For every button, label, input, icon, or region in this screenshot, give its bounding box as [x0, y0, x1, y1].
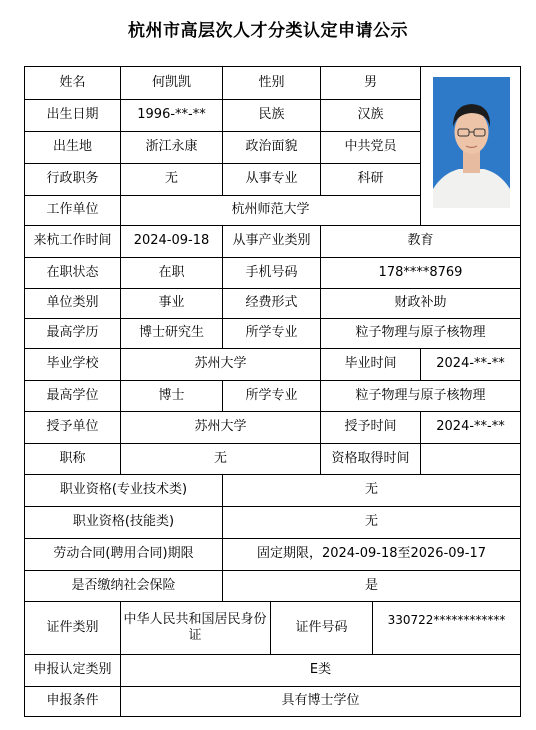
qualification-time-value — [421, 444, 520, 474]
ethnicity-value: 汉族 — [357, 107, 384, 123]
graduation-time-value: 2024-**-** — [436, 356, 505, 372]
school-label: 毕业学校 — [46, 356, 99, 372]
id-number-label: 证件号码 — [295, 619, 348, 635]
industry-label: 从事产业类别 — [232, 233, 311, 249]
arrival-time-value: 2024-09-18 — [133, 233, 210, 249]
funding-label: 经费形式 — [245, 295, 298, 311]
job-title-label: 职称 — [59, 450, 86, 466]
edu-major-label: 所学专业 — [245, 325, 298, 341]
birthplace-label: 出生地 — [52, 139, 92, 155]
phone-label: 手机号码 — [245, 264, 298, 280]
id-type-value: 中华人民共和国居民身份证 — [123, 611, 267, 643]
school-value: 苏州大学 — [194, 356, 247, 372]
contract-term-value: 固定期限，2024-09-18至2026-09-17 — [256, 546, 487, 562]
application-condition-label: 申报条件 — [46, 693, 99, 709]
degree-value: 博士 — [158, 387, 185, 403]
skill-qualification-value: 无 — [364, 514, 378, 530]
unit-type-value: 事业 — [158, 295, 185, 311]
job-title-value: 无 — [213, 450, 227, 466]
political-status-label: 政治面貌 — [245, 139, 298, 155]
degree-label: 最高学位 — [46, 387, 99, 403]
specialty-label: 从事专业 — [245, 171, 298, 187]
grant-time-value: 2024-**-** — [436, 419, 505, 435]
employment-status-label: 在职状态 — [46, 264, 99, 280]
applicant-photo — [433, 77, 510, 208]
birthplace-value: 浙江永康 — [145, 139, 198, 155]
admin-position-label: 行政职务 — [46, 171, 99, 187]
edu-major-value: 粒子物理与原子核物理 — [355, 325, 486, 341]
grant-time-label: 授予时间 — [344, 419, 397, 435]
page-title: 杭州市高层次人才分类认定申请公示 — [128, 21, 408, 41]
name-value: 何凯凯 — [151, 74, 191, 90]
graduation-time-label: 毕业时间 — [344, 356, 397, 372]
application-condition-value: 具有博士学位 — [281, 693, 360, 709]
birth-date-value: 1996-**-** — [137, 107, 206, 123]
education-value: 博士研究生 — [138, 325, 204, 341]
portrait-image — [433, 77, 510, 208]
degree-major-label: 所学专业 — [245, 387, 298, 403]
ethnicity-label: 民族 — [258, 107, 285, 123]
grantor-value: 苏州大学 — [194, 419, 247, 435]
qualification-time-label: 资格取得时间 — [331, 450, 410, 466]
funding-value: 财政补助 — [394, 295, 447, 311]
political-status-value: 中共党员 — [344, 139, 397, 155]
professional-qualification-value: 无 — [364, 482, 378, 498]
specialty-value: 科研 — [357, 171, 384, 187]
application-type-label: 申报认定类别 — [33, 662, 112, 678]
industry-value: 教育 — [407, 233, 434, 249]
work-unit-value: 杭州师范大学 — [231, 202, 310, 218]
gender-value: 男 — [363, 74, 377, 90]
social-insurance-label: 是否缴纳社会保险 — [71, 577, 176, 593]
id-number-value: 330722************ — [387, 612, 506, 627]
id-type-label: 证件类别 — [46, 619, 99, 635]
gender-label: 性别 — [258, 74, 285, 90]
arrival-time-label: 来杭工作时间 — [33, 233, 112, 249]
name-label: 姓名 — [59, 74, 86, 90]
application-type-value: E类 — [309, 662, 332, 678]
degree-major-value: 粒子物理与原子核物理 — [355, 387, 486, 403]
grantor-label: 授予单位 — [46, 419, 99, 435]
professional-qualification-label: 职业资格(专业技术类) — [59, 482, 188, 498]
education-label: 最高学历 — [46, 325, 99, 341]
social-insurance-value: 是 — [364, 577, 378, 593]
skill-qualification-label: 职业资格(技能类) — [72, 514, 175, 530]
employment-status-value: 在职 — [158, 264, 185, 280]
birth-date-label: 出生日期 — [46, 107, 99, 123]
phone-value: 178****8769 — [378, 264, 463, 280]
contract-term-label: 劳动合同(聘用合同)期限 — [53, 546, 194, 562]
unit-type-label: 单位类别 — [46, 295, 99, 311]
work-unit-label: 工作单位 — [46, 202, 99, 218]
admin-position-value: 无 — [164, 171, 178, 187]
